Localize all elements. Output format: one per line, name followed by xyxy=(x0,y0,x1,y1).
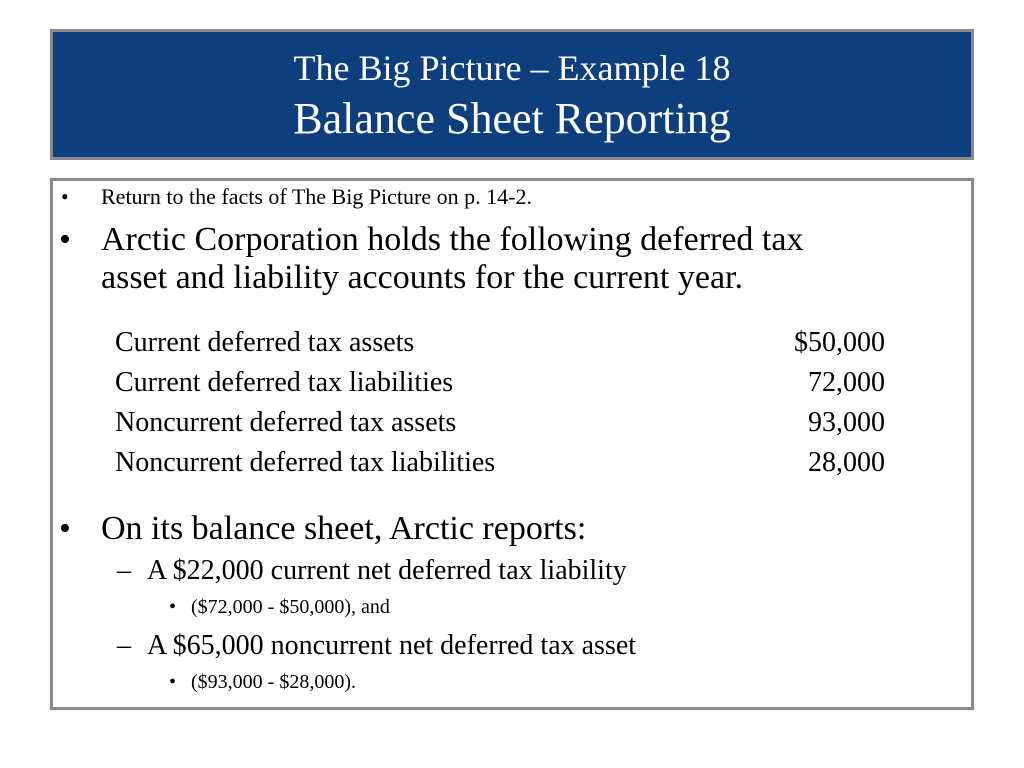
slide-subtitle: Balance Sheet Reporting xyxy=(293,94,731,143)
bullet-text-arctic-line1: Arctic Corporation holds the following deferred tax xyxy=(101,221,804,258)
table-row-label: Current deferred tax assets xyxy=(115,327,415,358)
sub-detail-current-calc: ($72,000 - $50,000), and xyxy=(191,596,390,618)
slide-content-box xyxy=(50,178,974,710)
bullet-marker: • xyxy=(59,221,71,258)
bullet-text-balance-sheet: On its balance sheet, Arctic reports: xyxy=(101,510,587,547)
dash-marker: – xyxy=(117,555,131,586)
bullet-marker: • xyxy=(169,671,177,693)
sub-item-current-liability: A $22,000 current net deferred tax liability xyxy=(147,555,627,586)
table-row-label: Noncurrent deferred tax liabilities xyxy=(115,447,496,478)
table-row-value: 72,000 xyxy=(808,367,885,398)
table-row-value: $50,000 xyxy=(794,327,885,358)
bullet-marker: • xyxy=(169,596,177,618)
sub-detail-noncurrent-calc: ($93,000 - $28,000). xyxy=(191,671,356,693)
sub-item-noncurrent-asset: A $65,000 noncurrent net deferred tax asset xyxy=(147,630,637,661)
dash-marker: – xyxy=(117,630,131,661)
slide-title: The Big Picture – Example 18 xyxy=(293,48,731,88)
bullet-text-facts: Return to the facts of The Big Picture on p. 14-2. xyxy=(101,184,532,209)
bullet-marker: • xyxy=(59,510,71,547)
bullet-marker: • xyxy=(61,184,69,209)
table-row-value: 28,000 xyxy=(808,447,885,478)
table-row-label: Current deferred tax liabilities xyxy=(115,367,454,398)
table-row-value: 93,000 xyxy=(808,407,885,438)
bullet-text-arctic-line2: asset and liability accounts for the current year. xyxy=(101,259,743,296)
table-row-label: Noncurrent deferred tax assets xyxy=(115,407,457,438)
slide-title-box xyxy=(50,29,974,160)
